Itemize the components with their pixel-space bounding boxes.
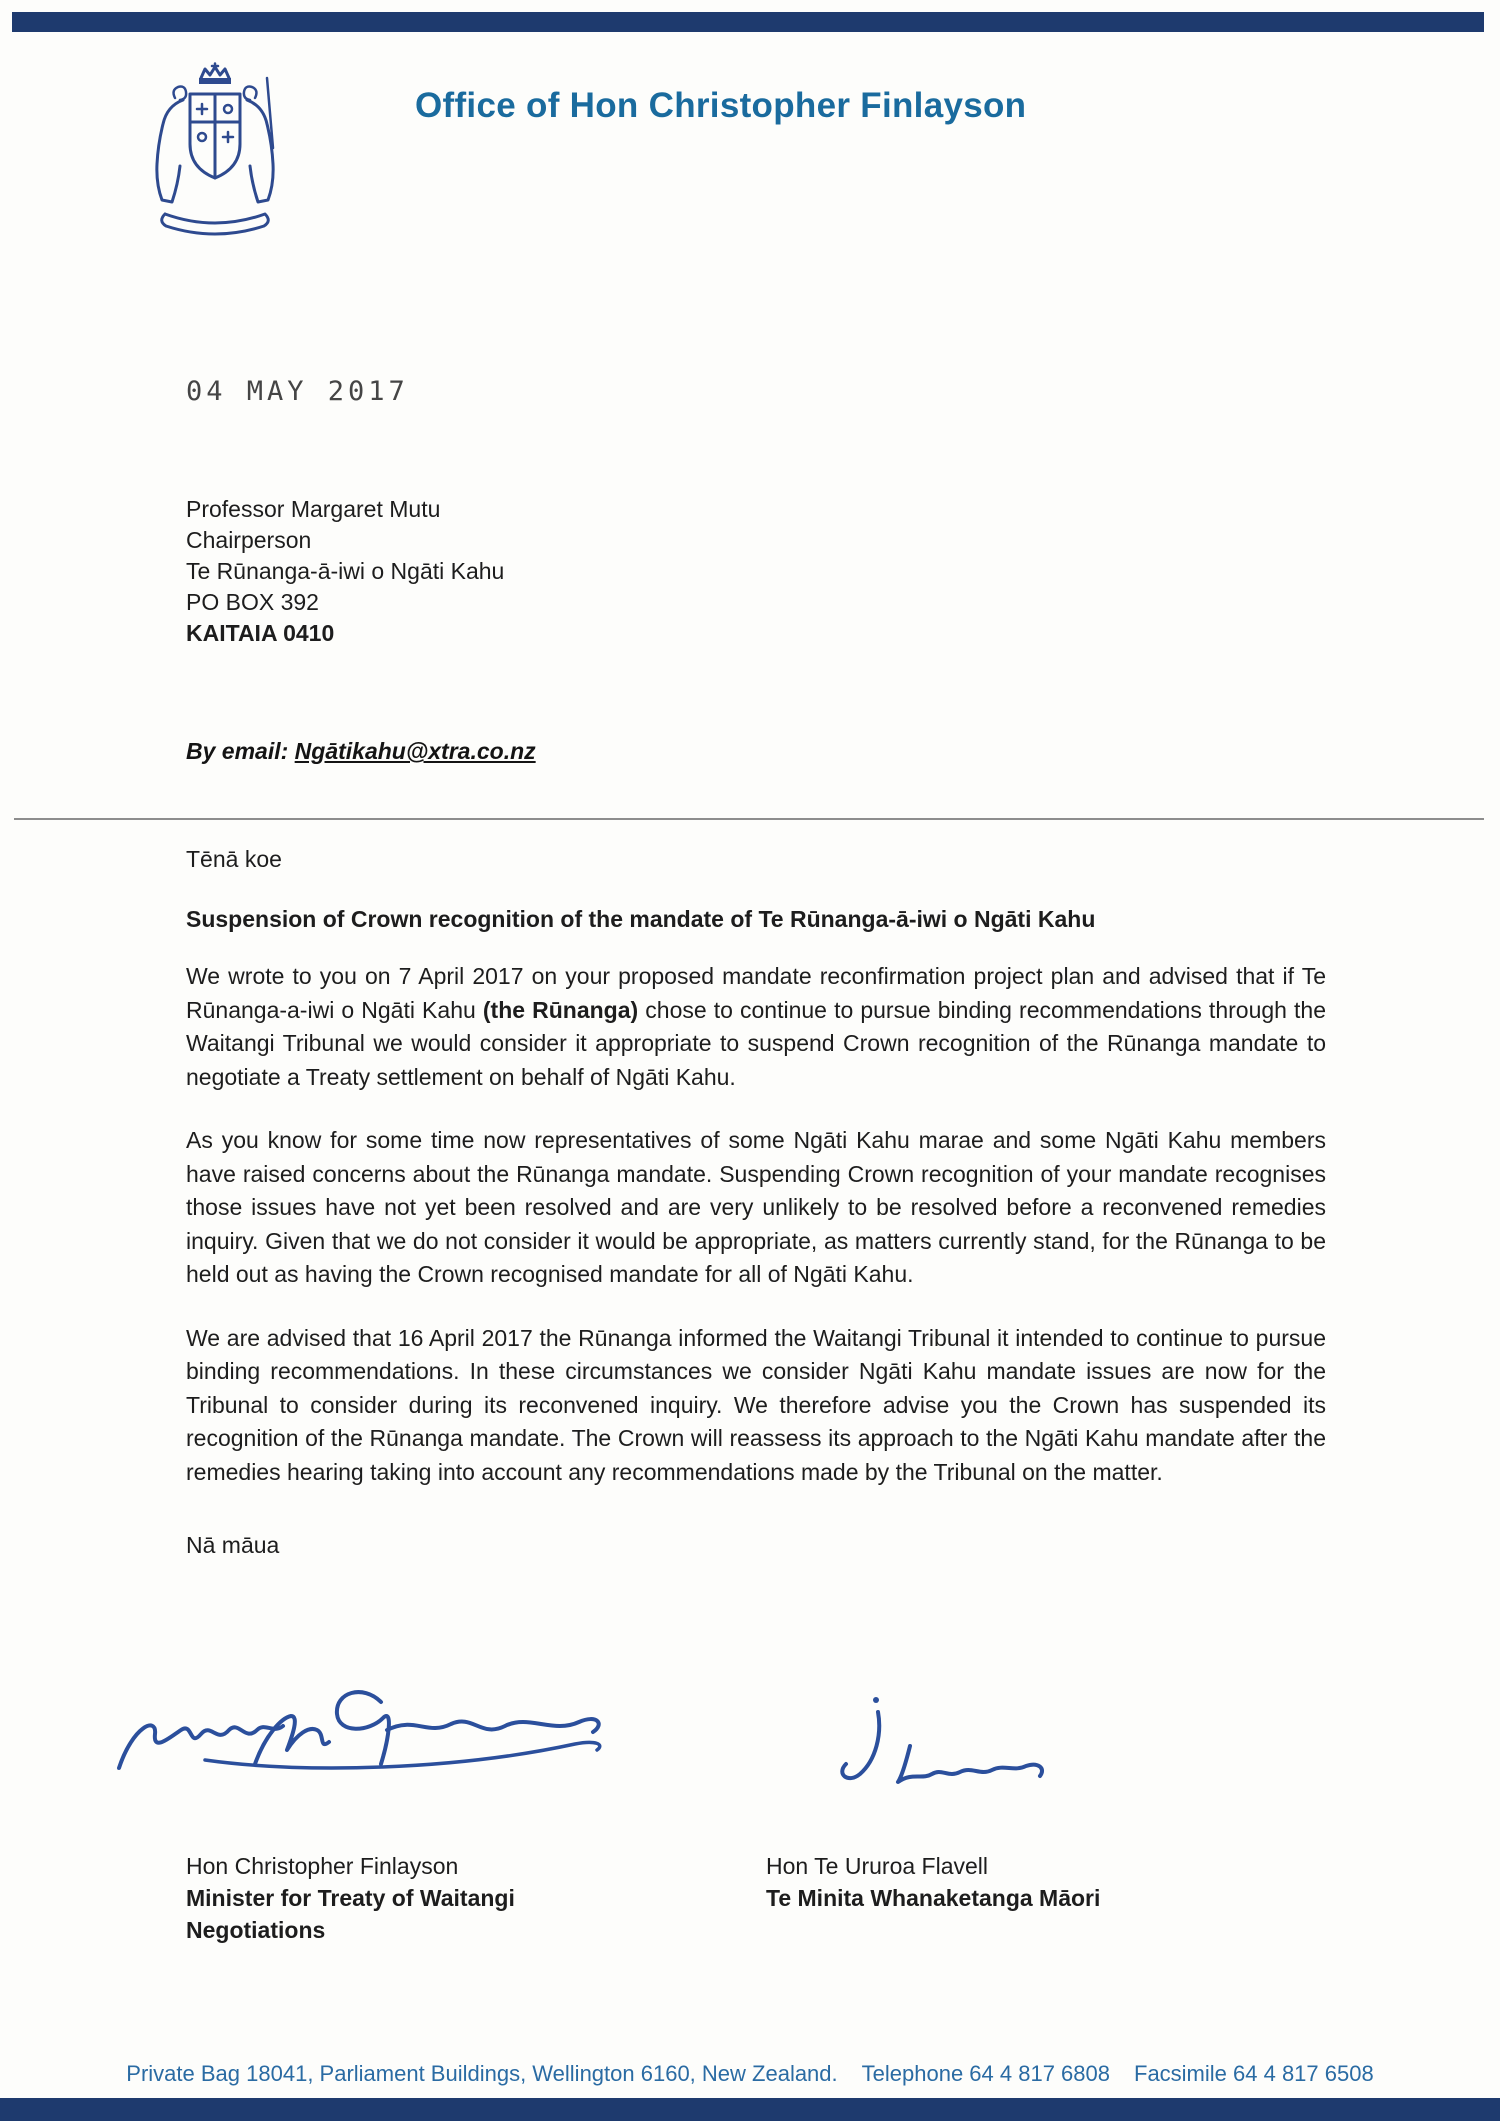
signatory-block-finlayson bbox=[186, 1850, 766, 1946]
letter-body bbox=[186, 960, 1326, 1563]
signature-christopher-finlayson bbox=[105, 1672, 645, 1812]
salutation: Tēnā koe bbox=[186, 846, 282, 872]
recipient-city: KAITAIA 0410 bbox=[186, 620, 335, 646]
closing-phrase: Nā māua bbox=[186, 1532, 280, 1558]
paragraph-1-bold: (the Rūnanga) bbox=[482, 996, 639, 1023]
office-title: Office of Hon Christopher Finlayson bbox=[415, 86, 1027, 125]
signatory-title: Minister for Treaty of Waitangi Negotiations bbox=[186, 1885, 515, 1943]
paragraph-3a: We are advised that 16 April 2017 the Rūnanga informed the Waitangi Tribunal it intended to continue to pursue binding recommendations. In these circumstances we consider Ngāti Kahu mandate issues are now for the Tribunal to consider during its reconvened inquiry. bbox=[186, 1324, 1326, 1418]
footer-contact-line bbox=[0, 2061, 1500, 2087]
email-line bbox=[186, 738, 536, 765]
signatory-name: Hon Te Ururoa Flavell bbox=[766, 1853, 989, 1879]
date-stamp: 04 MAY 2017 bbox=[186, 376, 409, 407]
recipient-address-block bbox=[186, 494, 504, 649]
footer-facsimile: Facsimile 64 4 817 6508 bbox=[1134, 2061, 1374, 2086]
signatory-name: Hon Christopher Finlayson bbox=[186, 1853, 459, 1879]
paragraph-3b: We therefore advise you the Crown has suspended its recognition of the Rūnanga mandate. The Crown will reassess its approach to the Ngāti Kahu mandate after the remedies hearing taking into account any recommendations made by the Tribunal on the matter. bbox=[186, 1391, 1326, 1485]
paragraph-2: As you know for some time now representatives of some Ngāti Kahu marae and some Ngāti Kahu members have raised concerns about the Rūnanga mandate. Suspending Crown recognition of your mandate recognises those issues have not yet been resolved and are very unlikely to be resolved before a reconvened remedies inquiry. Given that we do not consider it would be appropriate, as matters currently stand, for the Rūnanga to be held out as having the Crown recognised mandate for all of Ngāti Kahu. bbox=[186, 1127, 1326, 1287]
footer-rule-bar bbox=[0, 2098, 1500, 2121]
email-link[interactable]: Ngātikahu@xtra.co.nz bbox=[294, 738, 536, 764]
recipient-name: Professor Margaret Mutu bbox=[186, 496, 441, 522]
signatory-block-flavell bbox=[766, 1850, 1380, 1946]
paragraph-1 bbox=[186, 960, 1326, 1094]
subject-line: Suspension of Crown recognition of the mandate of Te Rūnanga-ā-iwi o Ngāti Kahu bbox=[186, 906, 1096, 932]
signature-blocks bbox=[186, 1850, 1380, 1946]
footer-address: Private Bag 18041, Parliament Buildings, Wellington 6160, New Zealand. bbox=[126, 2061, 838, 2086]
recipient-organisation: Te Rūnanga-ā-iwi o Ngāti Kahu bbox=[186, 558, 505, 584]
signatory-title: Te Minita Whanaketanga Māori bbox=[766, 1885, 1101, 1911]
section-divider bbox=[14, 818, 1484, 820]
recipient-role: Chairperson bbox=[186, 527, 312, 553]
signature-te-ururoa-flavell bbox=[790, 1688, 1100, 1808]
recipient-po-box: PO BOX 392 bbox=[186, 589, 319, 615]
paragraph-1-text: We wrote to you on 7 April 2017 on your proposed mandate reconfirmation project plan and advised that if Te Rūnanga-a-iwi o Ngāti Kahu bbox=[186, 963, 1326, 1023]
footer-telephone: Telephone 64 4 817 6808 bbox=[861, 2061, 1110, 2086]
header-rule-bar bbox=[12, 12, 1484, 32]
email-label: By email: bbox=[186, 738, 295, 764]
coat-of-arms bbox=[135, 62, 295, 252]
paragraph-3 bbox=[186, 1322, 1326, 1490]
paragraph-1-text-cont: chose to continue to pursue binding recommendations through the Waitangi Tribunal we would consider it appropriate to suspend Crown recognition of the Rūnanga mandate to negotiate a Treaty settlement on behalf of Ngāti Kahu. bbox=[186, 996, 1327, 1090]
